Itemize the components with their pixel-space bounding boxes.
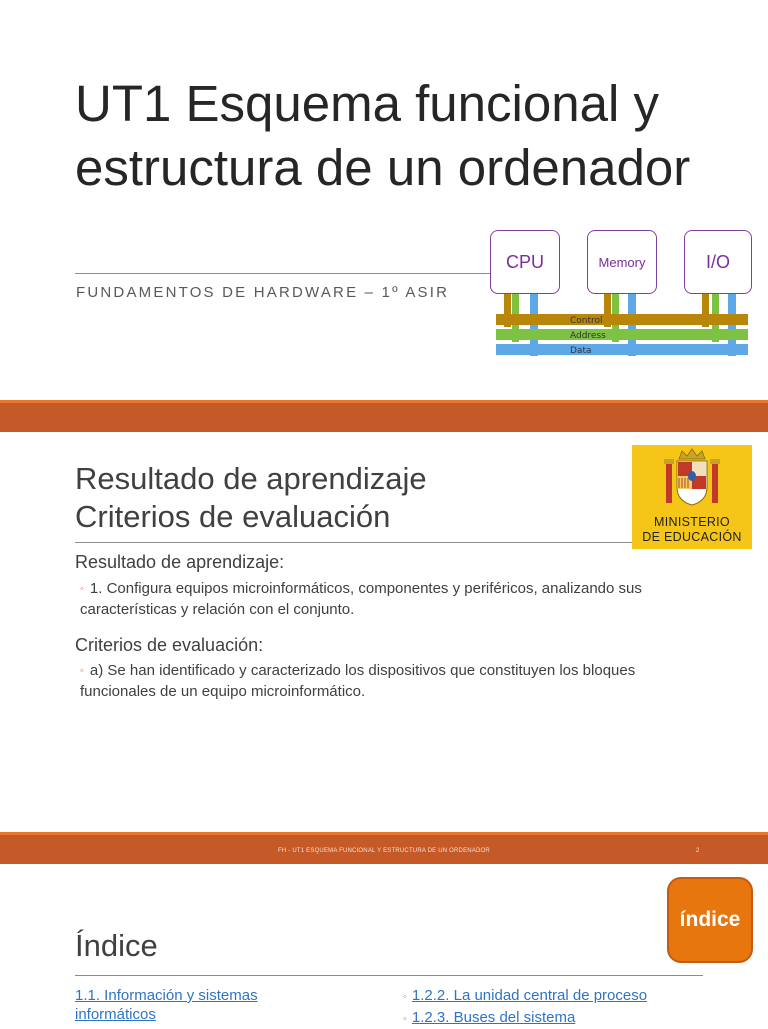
ministry-text-line2: DE EDUCACIÓN (642, 530, 742, 544)
address-bus-label: Address (570, 331, 606, 341)
ministry-text-line1: MINISTERIO (654, 515, 730, 529)
criteria-text: a) Se han identificado y caracterizado los dispositivos que constituyen los bloques funcionales de un equipo microinformático. (80, 662, 636, 700)
footer-text: FH - UT1 ESQUEMA FUNCIONAL Y ESTRUCTURA DE UN ORDENADOR (278, 848, 490, 854)
ministry-logo (632, 445, 752, 549)
title-divider (75, 273, 495, 274)
index-title-divider (75, 975, 703, 976)
address-bus (496, 329, 748, 340)
index-item (403, 986, 743, 1008)
io-box: I/O (684, 230, 752, 294)
section-heading-criteria: Criterios de evaluación: (75, 635, 264, 655)
slide-separator-accent (0, 400, 768, 403)
section-heading-outcome: Resultado de aprendizaje: (75, 552, 285, 572)
slide-title (0, 0, 768, 400)
index-link-1-1[interactable]: 1.1. Información y sistemas informáticos (75, 987, 258, 1023)
bullet-icon: ◦ (80, 665, 84, 677)
outcome-item (80, 579, 680, 620)
slide2-title-line2: Criterios de evaluación (75, 499, 391, 534)
index-title: Índice (75, 928, 158, 963)
memory-box: Memory (587, 230, 657, 294)
cpu-box: CPU (490, 230, 560, 294)
index-link-1-2-2[interactable]: 1.2.2. La unidad central de proceso (411, 987, 648, 1004)
control-bus-label: Control (570, 316, 603, 326)
slide-separator (0, 400, 768, 432)
data-bus-label: Data (570, 346, 592, 356)
bullet-icon: ◦ (403, 991, 407, 1003)
index-button[interactable]: índice (667, 877, 753, 963)
slide2-title-divider (75, 542, 635, 543)
coat-of-arms-icon (632, 445, 752, 515)
index-right-column (403, 986, 743, 1029)
outcome-text: 1. Configura equipos microinformáticos, componentes y periféricos, analizando sus características y relación con el conjunto. (80, 580, 642, 618)
index-link-1-2-3[interactable]: 1.2.3. Buses del sistema (411, 1009, 576, 1026)
criteria-item (80, 661, 680, 702)
slide-subtitle: FUNDAMENTOS DE HARDWARE – 1º ASIR (76, 284, 450, 301)
footer-band-accent (0, 832, 768, 835)
slide-title-heading: UT1 Esquema funcional y estructura de un ordenador (75, 75, 691, 196)
slide2-title-line1: Resultado de aprendizaje (75, 461, 427, 496)
bus-diagram (490, 228, 752, 360)
page-number: 2 (696, 848, 700, 854)
bullet-icon: ◦ (403, 1013, 407, 1025)
index-item (403, 1008, 743, 1029)
index-left-column (75, 986, 325, 1024)
control-bus (496, 314, 748, 325)
bullet-icon: ◦ (80, 583, 84, 595)
data-bus (496, 344, 748, 355)
